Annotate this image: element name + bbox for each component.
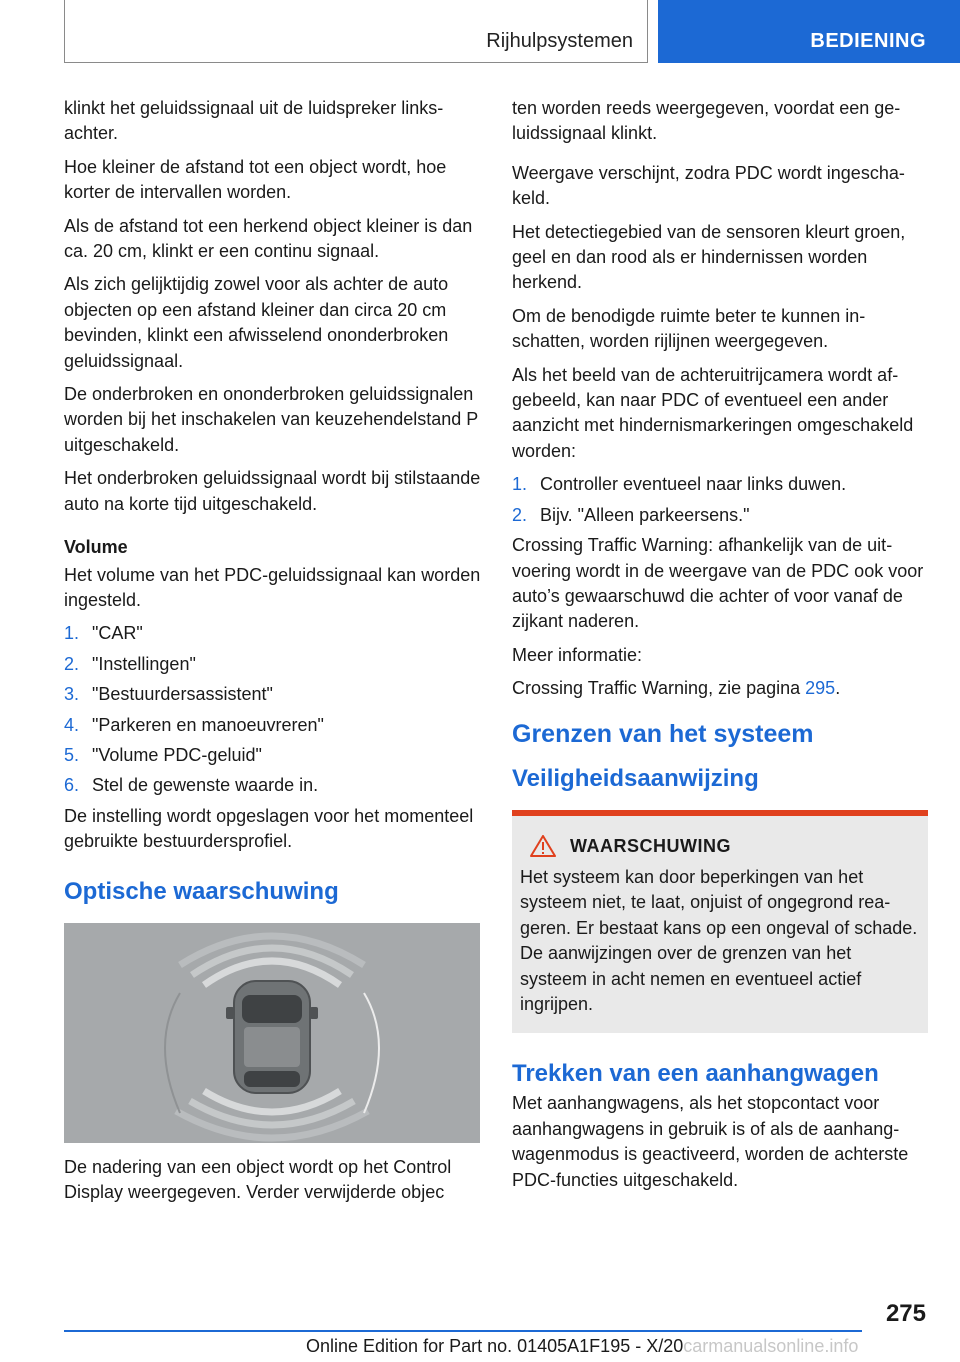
camera-steps-list: [512, 472, 928, 528]
right-column: [512, 96, 928, 1201]
step-number: 2.: [512, 504, 528, 525]
section-tab: [64, 0, 648, 63]
page-link[interactable]: 295: [805, 678, 836, 699]
volume-steps-list: [64, 621, 482, 798]
step-text: Controller eventueel naar links duwen.: [540, 474, 847, 495]
section-title: Rijhulpsystemen: [486, 30, 633, 52]
paragraph: Als het beeld van de achteruitrijcamera wordt afgebeeld, kan naar PDC of eventueel een ander aanzicht met hindernismarkeringen omgeschakeld worden:: [512, 364, 914, 461]
paragraph: Crossing Traffic Warning: afhankelijk van de uitvoering wordt in de weergave van de PDC ook voor auto’s gewaarschuwd die achter of voor vanaf de zijkant naderen.: [512, 535, 924, 632]
step-number: 1.: [64, 623, 80, 644]
warning-box: [512, 810, 928, 1034]
paragraph: Meer informatie:: [512, 644, 643, 665]
step-number: 2.: [64, 653, 80, 674]
trailer-heading: Trekken van een aanhangwagen: [512, 1060, 879, 1088]
page-number: 275: [885, 1300, 926, 1327]
edition-text: Online Edition for Part no. 01405A1F195 - X/20: [306, 1336, 684, 1356]
chapter-tab: [658, 0, 960, 63]
paragraph: Als de afstand tot een herkend object kleiner is dan ca. 20 cm, klinkt er een continu signaal.: [64, 215, 473, 262]
warning-title-row: [520, 834, 920, 859]
warning-text: Het systeem kan door beperkingen van het systeem niet, te laat, onjuist of ongegrond reageren. Er bestaat kans op een ongeval of schade. De aanwijzingen over de grenzen van het systeem in acht nemen en eventueel actief ingrijpen.: [520, 866, 918, 1014]
paragraph: klinkt het geluidssignaal uit de luidspreker linksachter.: [64, 98, 444, 144]
step-number: 6.: [64, 775, 80, 796]
step-text: "Parkeren en manoeuvreren": [92, 714, 324, 735]
watermark-text: carmanualsonline.info: [683, 1336, 859, 1356]
step-number: 4.: [64, 714, 80, 735]
punctuation: .: [835, 678, 841, 699]
step-text: Bijv. "Alleen parkeersens.": [540, 504, 750, 525]
paragraph: ten worden reeds weergegeven, voordat een geluidssignaal klinkt.: [512, 98, 901, 144]
paragraph: Als zich gelijktijdig zowel voor als achter de auto objecten op een afstand kleiner dan circa 20 cm bevinden, klinkt een afwisselend ononderbroken geluidssignaal.: [64, 274, 449, 371]
figure-caption: De nadering van een object wordt op het Control Display weergegeven. Verder verwijderde objec: [64, 1156, 452, 1202]
paragraph: Weergave verschijnt, zodra PDC wordt ingeschakeld.: [512, 162, 905, 209]
step-number: 3.: [64, 684, 80, 705]
warning-title: WAARSCHUWING: [570, 835, 731, 856]
paragraph: De instelling wordt opgeslagen voor het momenteel gebruikte bestuurdersprofiel.: [64, 805, 474, 852]
paragraph: [512, 676, 928, 701]
chapter-title: BEDIENING: [810, 30, 926, 52]
footer-divider: [64, 1330, 862, 1332]
step-text: "Bestuurdersassistent": [92, 684, 273, 705]
step-text: "Volume PDC-geluid": [92, 744, 262, 765]
step-number: 1.: [512, 474, 528, 495]
paragraph: Het detectiegebied van de sensoren kleurt groen, geel en dan rood als er hindernissen worden herkend.: [512, 221, 906, 293]
cross-reference-text: Crossing Traffic Warning, zie pagina: [512, 678, 806, 699]
step-number: 5.: [64, 744, 80, 765]
step-text: "Instellingen": [92, 653, 196, 674]
paragraph: Met aanhangwagens, als het stopcontact voor aanhangwagens in gebruik is of als de aanhangwagenmodus is geactiveerd, worden de achterste PDC-functies uitgeschakeld.: [512, 1093, 909, 1190]
list-item: [64, 743, 482, 768]
pdc-display-figure: [64, 923, 480, 1143]
step-text: "CAR": [92, 623, 143, 644]
paragraph: Om de benodigde ruimte beter te kunnen inschatten, worden rijlijnen weergegeven.: [512, 305, 866, 352]
list-item: [64, 652, 482, 677]
left-column: [64, 96, 482, 1213]
optical-warning-heading: Optische waarschuwing: [64, 877, 339, 905]
paragraph: De onderbroken en ononderbroken geluidssignalen worden bij het inschakelen van keuzehendelstand P uitgeschakeld.: [64, 384, 478, 455]
paragraph: Hoe kleiner de afstand tot een object wordt, hoe korter de intervallen worden.: [64, 156, 447, 203]
safety-heading: Veiligheidsaanwijzing: [512, 764, 759, 792]
list-item: [64, 713, 482, 738]
footer-edition: [306, 1336, 858, 1357]
system-limits-heading: Grenzen van het systeem: [512, 719, 814, 748]
paragraph: Het volume van het PDC-geluidssignaal kan worden ingesteld.: [64, 564, 481, 610]
list-item: [512, 472, 928, 497]
list-item: [64, 773, 482, 798]
list-item: [512, 503, 928, 528]
warning-triangle-icon: [530, 835, 556, 857]
list-item: [64, 621, 482, 646]
list-item: [64, 682, 482, 707]
paragraph: Het onderbroken geluidssignaal wordt bij stilstaande auto na korte tijd uitgeschakeld.: [64, 468, 481, 514]
step-text: Stel de gewenste waarde in.: [92, 775, 319, 796]
pdc-car-illustration: [64, 923, 480, 1143]
page-header: [0, 0, 960, 66]
volume-heading: Volume: [64, 537, 128, 558]
